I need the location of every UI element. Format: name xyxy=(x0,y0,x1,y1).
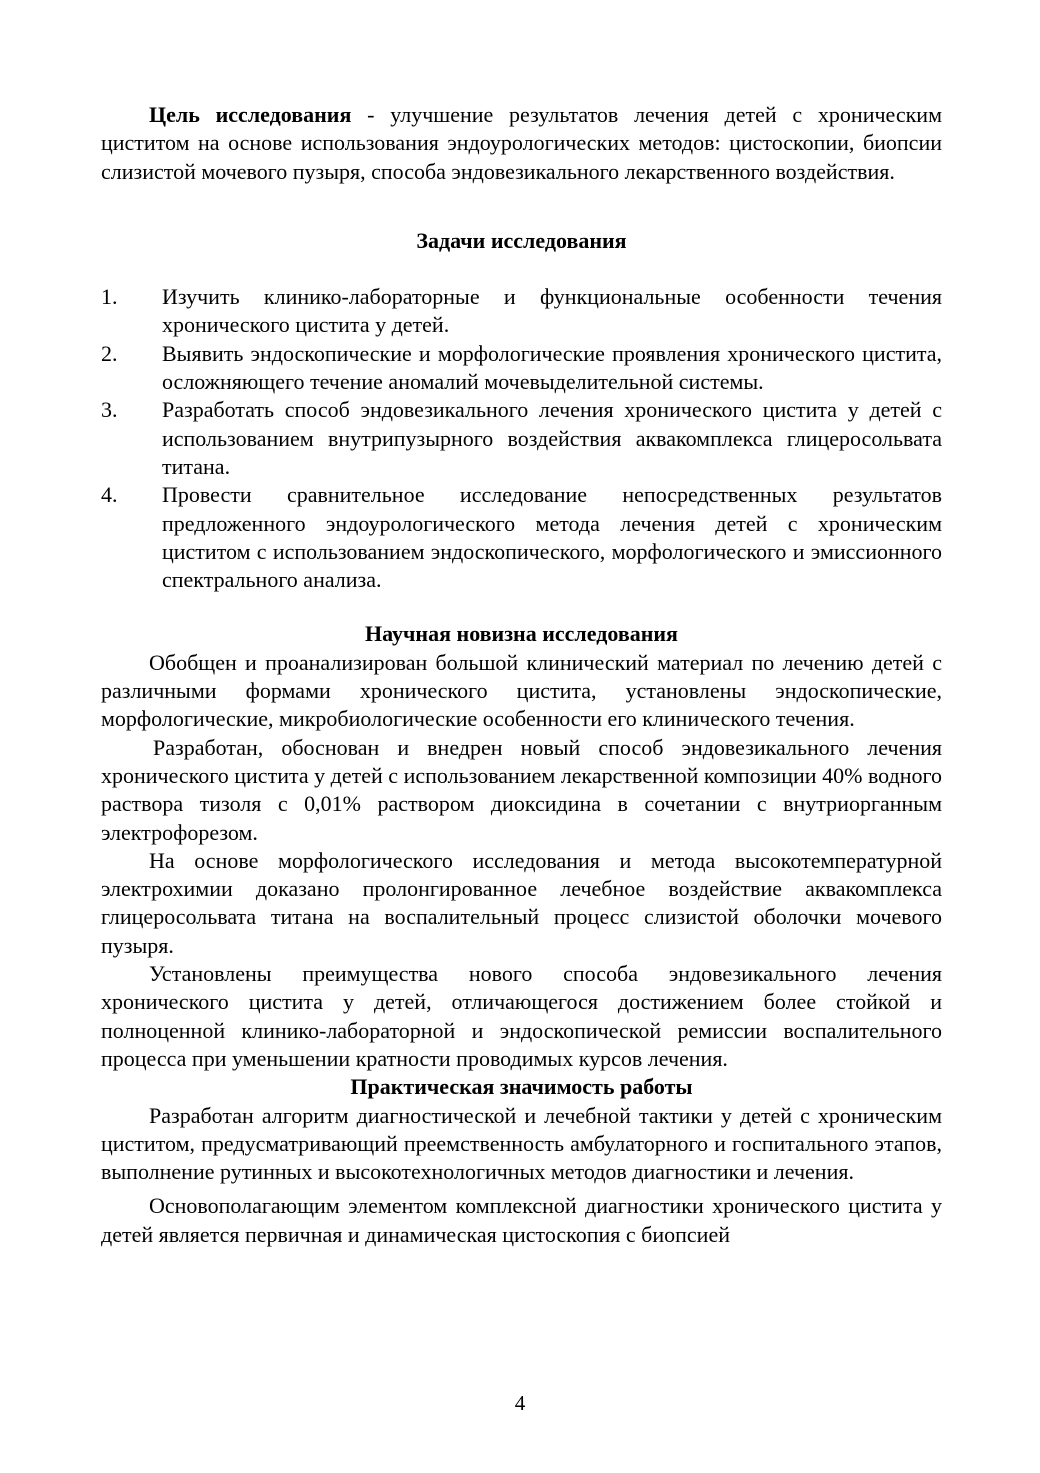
practical-paragraph: Основополагающим элементом комплексной диагностики хронического цистита у детей является первичная и динамическая цистоскопия с биопсией xyxy=(101,1193,942,1247)
task-text: Разработать способ эндовезикального лечения хронического цистита у детей с использованием внутрипузырного воздействия аквакомплекса глицеросольвата титана. xyxy=(162,397,942,479)
novelty-paragraph: Разработан, обоснован и внедрен новый способ эндовезикального лечения хронического цистита у детей с использованием лекарственной композиции 40% водного раствора тизоля с 0,01% раствором диоксидина в сочетании с внутриорганным электрофорезом. xyxy=(101,734,942,845)
task-item xyxy=(101,481,942,594)
practical-paragraph: Разработан алгоритм диагностической и лечебной тактики у детей с хроническим циститом, предусматривающий преемственность амбулаторного и госпитального этапов, выполнение рутинных и высокотехнологичных методов диагностики и лечения. xyxy=(101,1102,942,1185)
task-item xyxy=(101,340,942,397)
tasks-list xyxy=(101,283,942,594)
task-number: 2. xyxy=(101,340,118,366)
tasks-heading: Задачи исследования xyxy=(416,227,627,253)
document-page xyxy=(101,101,942,1249)
research-goal-text: - улучшение результатов лечения детей с хроническим циститом на основе использования эндоурологических методов: цистоскопии, биопсии слизистой мочевого пузыря, способа эндовезикального лекарственного воздействия. xyxy=(101,102,942,184)
task-item xyxy=(101,396,942,481)
task-text: Провести сравнительное исследование непосредственных результатов предложенного эндоурологического метода лечения детей с хроническим циститом с использованием эндоскопического, морфологического и эмиссионного спектрального анализа. xyxy=(162,482,942,593)
novelty-paragraph: Обобщен и проанализирован большой клинический материал по лечению детей с различными формами хронического цистита, установлены эндоскопические, морфологические, микробиологические особенности его клинического течения. xyxy=(101,649,942,732)
task-number: 4. xyxy=(101,482,118,508)
task-text: Выявить эндоскопические и морфологические проявления хронического цистита, осложняющего течение аномалий мочевыделительной системы. xyxy=(162,340,942,395)
task-text: Изучить клинико-лабораторные и функциональные особенности течения хронического цистита у детей. xyxy=(162,284,942,338)
task-item xyxy=(101,283,942,340)
research-goal-label: Цель исследования xyxy=(149,102,352,127)
practical-heading: Практическая значимость работы xyxy=(350,1074,693,1100)
novelty-heading: Научная новизна исследования xyxy=(365,621,678,647)
novelty-paragraph: Установлены преимущества нового способа эндовезикального лечения хронического цистита у детей, отличающегося достижением более стойкой и полноценной клинико-лабораторной и эндоскопической ремиссии воспалительного процесса при уменьшении кратности проводимых курсов лечения. xyxy=(101,961,942,1071)
page-number: 4 xyxy=(514,1391,526,1415)
task-number: 1. xyxy=(101,284,118,310)
task-number: 3. xyxy=(101,397,118,423)
research-goal-paragraph xyxy=(101,101,942,186)
novelty-paragraph: На основе морфологического исследования и метода высокотемпературной электрохимии доказано пролонгированное лечебное воздействие аквакомплекса глицеросольвата титана на воспалительный процесс слизистой оболочки мочевого пузыря. xyxy=(101,847,942,958)
